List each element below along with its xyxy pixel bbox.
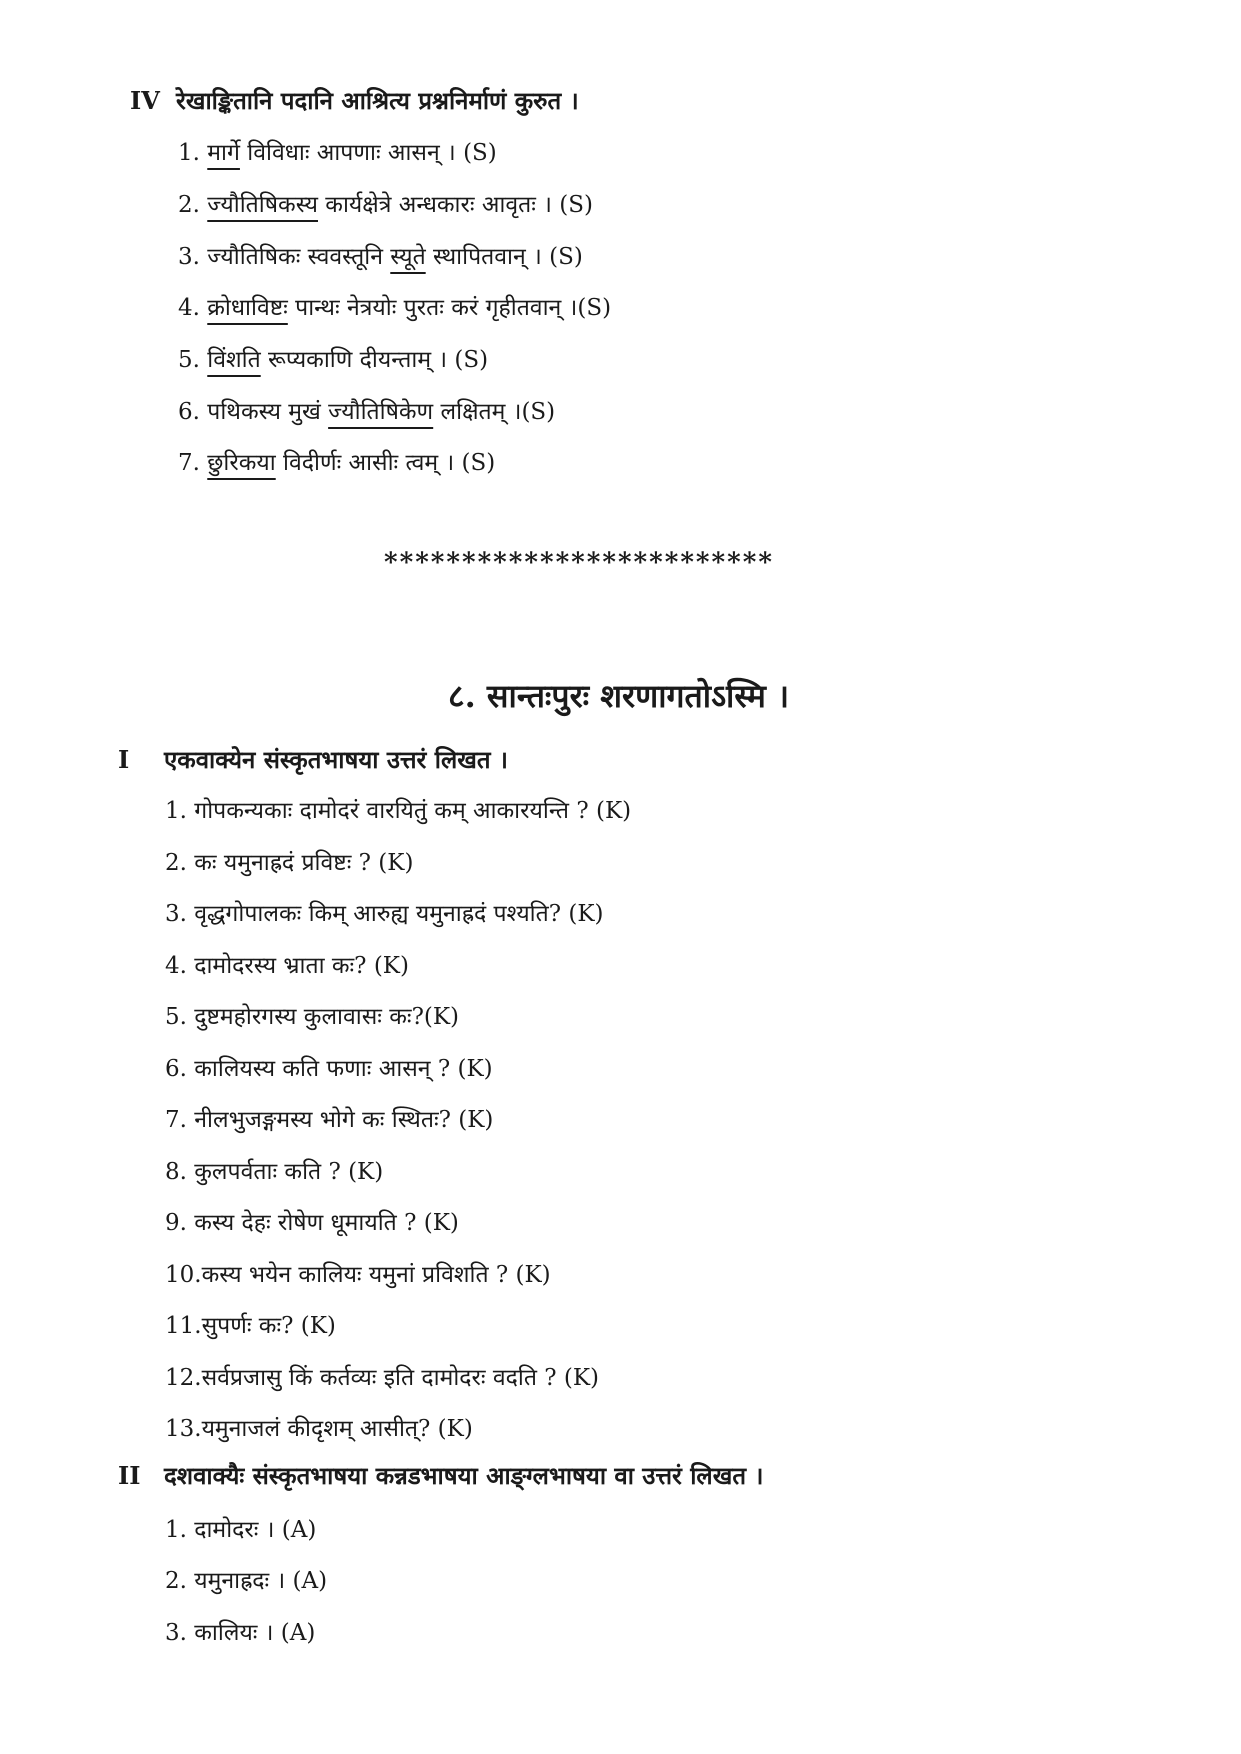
item-number: 6. (178, 399, 200, 425)
list-item (165, 1512, 316, 1544)
item-text: कालियस्य कति फणाः आसन् ? (K) (194, 1056, 493, 1082)
item-number: 5. (165, 1004, 187, 1030)
list-item (165, 1154, 383, 1186)
item-number: 2. (165, 850, 187, 876)
underlined-word: मार्गे (207, 140, 240, 166)
item-text: ज्यौतिषिकः स्ववस्तूनि (207, 244, 391, 270)
section-number: II (118, 1461, 141, 1490)
item-number: 11. (165, 1313, 202, 1339)
section-iv-heading (130, 84, 579, 117)
item-text: सर्वप्रजासु किं कर्तव्यः इति दामोदरः वदति ? (K) (201, 1365, 600, 1391)
item-number: 2. (178, 192, 200, 218)
item-text: लक्षितम् ।(S) (433, 399, 556, 425)
list-item (165, 1102, 493, 1134)
section-number: I (118, 745, 130, 774)
item-number: 13. (165, 1416, 202, 1442)
item-text: स्थापितवान् । (S) (425, 244, 583, 270)
item-number: 8. (165, 1159, 187, 1185)
list-item (178, 187, 593, 219)
item-text: विविधाः आपणाः आसन् । (S) (239, 140, 497, 166)
chapter-title: ८. सान्तःपुरः शरणागतोऽस्मि । (448, 677, 790, 715)
item-number: 1. (165, 1517, 187, 1543)
list-item (165, 845, 413, 877)
list-item (165, 999, 459, 1031)
item-text: दामोदरः । (A) (194, 1517, 317, 1543)
underlined-word: ज्यौतिषिकेण (328, 399, 434, 425)
list-item (165, 1411, 473, 1443)
list-item (178, 445, 495, 477)
item-number: 7. (165, 1107, 187, 1133)
list-item (165, 793, 631, 825)
item-number: 4. (178, 295, 200, 321)
item-number: 4. (165, 953, 187, 979)
item-number: 1. (165, 798, 187, 824)
underlined-word: छुरिकया (207, 450, 276, 476)
list-item (165, 1205, 459, 1237)
item-number: 7. (178, 450, 200, 476)
item-text: यमुनाह्रदः । (A) (194, 1568, 328, 1594)
section-title: एकवाक्येन संस्कृतभाषया उत्तरं लिखत । (164, 745, 508, 774)
list-item (178, 135, 497, 167)
item-number: 6. (165, 1056, 187, 1082)
item-text: सुपर्णः कः? (K) (201, 1313, 336, 1339)
item-text: पान्थः नेत्रयोः पुरतः करं गृहीतवान् ।(S) (287, 295, 612, 321)
underlined-word: ज्यौतिषिकस्य (207, 192, 318, 218)
list-item (165, 1051, 493, 1083)
list-item (178, 342, 488, 374)
underlined-word: स्यूते (390, 244, 426, 270)
item-number: 3. (178, 244, 200, 270)
item-text: गोपकन्यकाः दामोदरं वारयितुं कम् आकारयन्ति ? (K) (194, 798, 632, 824)
section-number: IV (130, 86, 160, 115)
section-ii-heading (118, 1459, 763, 1492)
item-text: कस्य भयेन कालियः यमुनां प्रविशति ? (K) (201, 1262, 551, 1288)
list-item (178, 394, 555, 426)
item-text: दामोदरस्य भ्राता कः? (K) (194, 953, 409, 979)
item-text: कार्यक्षेत्रे अन्धकारः आवृतः । (S) (318, 192, 593, 218)
list-item (178, 290, 611, 322)
item-text: पथिकस्य मुखं (207, 399, 329, 425)
underlined-word: विंशति (207, 347, 261, 373)
item-text: कस्य देहः रोषेण धूमायति ? (K) (194, 1210, 459, 1236)
item-number: 1. (178, 140, 200, 166)
item-text: दुष्टमहोरगस्य कुलावासः कः?(K) (194, 1004, 460, 1030)
list-item (165, 1563, 327, 1595)
item-text: विदीर्णः आसीः त्वम् । (S) (275, 450, 496, 476)
item-number: 5. (178, 347, 200, 373)
item-number: 3. (165, 1620, 187, 1646)
separator-stars: ************************* (384, 548, 774, 578)
section-title: रेखाङ्कितानि पदानि आश्रित्य प्रश्ननिर्माणं कुरुत । (176, 86, 579, 115)
item-text: रूप्यकाणि दीयन्ताम् । (S) (260, 347, 489, 373)
item-number: 3. (165, 901, 187, 927)
list-item (165, 948, 409, 980)
list-item (178, 239, 583, 271)
list-item (165, 1615, 315, 1647)
list-item (165, 896, 604, 928)
list-item (165, 1360, 599, 1392)
section-title: दशवाक्यैः संस्कृतभाषया कन्नडभाषया आङ्ग्लभाषया वा उत्तरं लिखत । (164, 1461, 764, 1490)
list-item (165, 1308, 336, 1340)
item-text: कालियः । (A) (194, 1620, 316, 1646)
item-text: वृद्धगोपालकः किम् आरुह्य यमुनाह्रदं पश्यति? (K) (194, 901, 604, 927)
item-number: 9. (165, 1210, 187, 1236)
item-number: 2. (165, 1568, 187, 1594)
item-number: 12. (165, 1365, 202, 1391)
list-item (165, 1257, 551, 1289)
underlined-word: क्रोधाविष्टः (207, 295, 288, 321)
item-number: 10. (165, 1262, 202, 1288)
item-text: नीलभुजङ्गमस्य भोगे कः स्थितः? (K) (194, 1107, 494, 1133)
item-text: कः यमुनाह्रदं प्रविष्टः ? (K) (194, 850, 414, 876)
item-text: यमुनाजलं कीदृशम् आसीत्? (K) (201, 1416, 473, 1442)
section-i-heading (118, 743, 508, 776)
item-text: कुलपर्वताः कति ? (K) (194, 1159, 384, 1185)
